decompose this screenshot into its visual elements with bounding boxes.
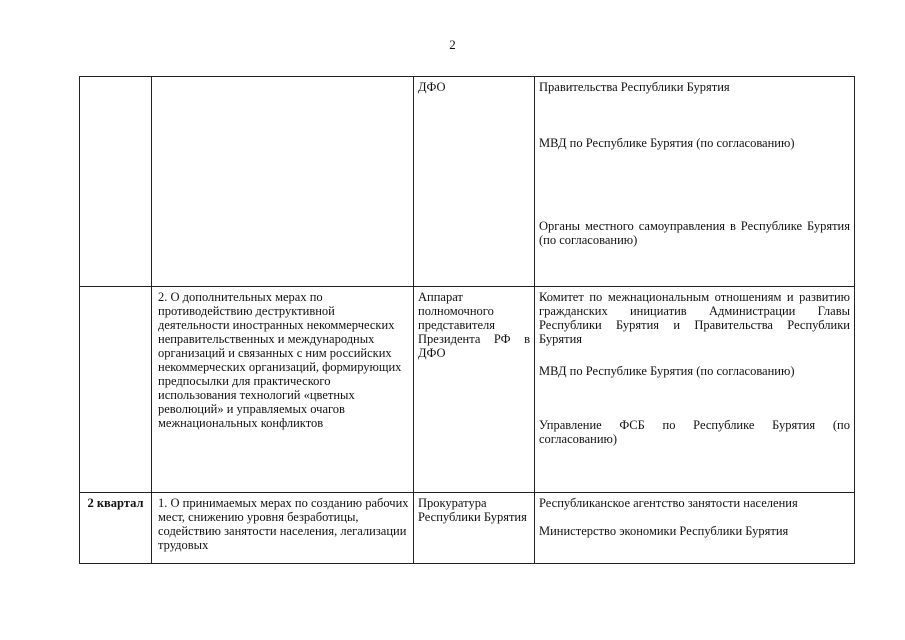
executor-item: МВД по Республике Бурятия (по согласованию) — [539, 136, 795, 150]
executor-item: Управление ФСБ по Республике Бурятия (по согласованию) — [539, 418, 850, 446]
quarter-label: 2 квартал — [87, 496, 144, 510]
quarter-cell — [80, 77, 152, 287]
executors-cell — [535, 287, 855, 493]
executors-cell — [535, 77, 855, 287]
plan-table — [79, 76, 855, 564]
topic-cell — [152, 77, 414, 287]
quarter-cell — [80, 287, 152, 493]
topic-cell: 2. О дополнительных мерах по противодействию деструктивной деятельности иностранных некоммерческих неправительственных и международных организаций и связанных с ним российских некоммерческих организаций, формирующих предпосылки для практического использования технологий «цветных революций» и управляемых очагов межнациональных конфликтов — [152, 287, 414, 493]
executor-item: Правительства Республики Бурятия — [539, 80, 730, 94]
executor-item: Комитет по межнациональным отношениям и развитию гражданских инициатив Администрации Главы Республики Бурятия и Правительства Республики Бурятия — [539, 290, 850, 346]
responsible-cell: Прокуратура Республики Бурятия — [414, 493, 535, 564]
table-row — [80, 287, 855, 493]
executors-cell — [535, 493, 855, 564]
responsible-cell: Аппарат полномочного представителя Президента РФ в ДФО — [414, 287, 535, 493]
executor-item: Органы местного самоуправления в Республике Бурятия (по согласованию) — [539, 219, 850, 247]
executor-item: Республиканское агентство занятости населения — [539, 496, 798, 510]
responsible-cell: ДФО — [414, 77, 535, 287]
table-row — [80, 77, 855, 287]
executor-item: МВД по Республике Бурятия (по согласованию) — [539, 364, 795, 378]
table-row — [80, 493, 855, 564]
page-number: 2 — [449, 37, 456, 52]
quarter-cell — [80, 493, 152, 564]
executor-item: Министерство экономики Республики Бурятия — [539, 524, 789, 538]
topic-cell: 1. О принимаемых мерах по созданию рабочих мест, снижению уровня безработицы, содействию занятости населения, легализации трудовых — [152, 493, 414, 564]
